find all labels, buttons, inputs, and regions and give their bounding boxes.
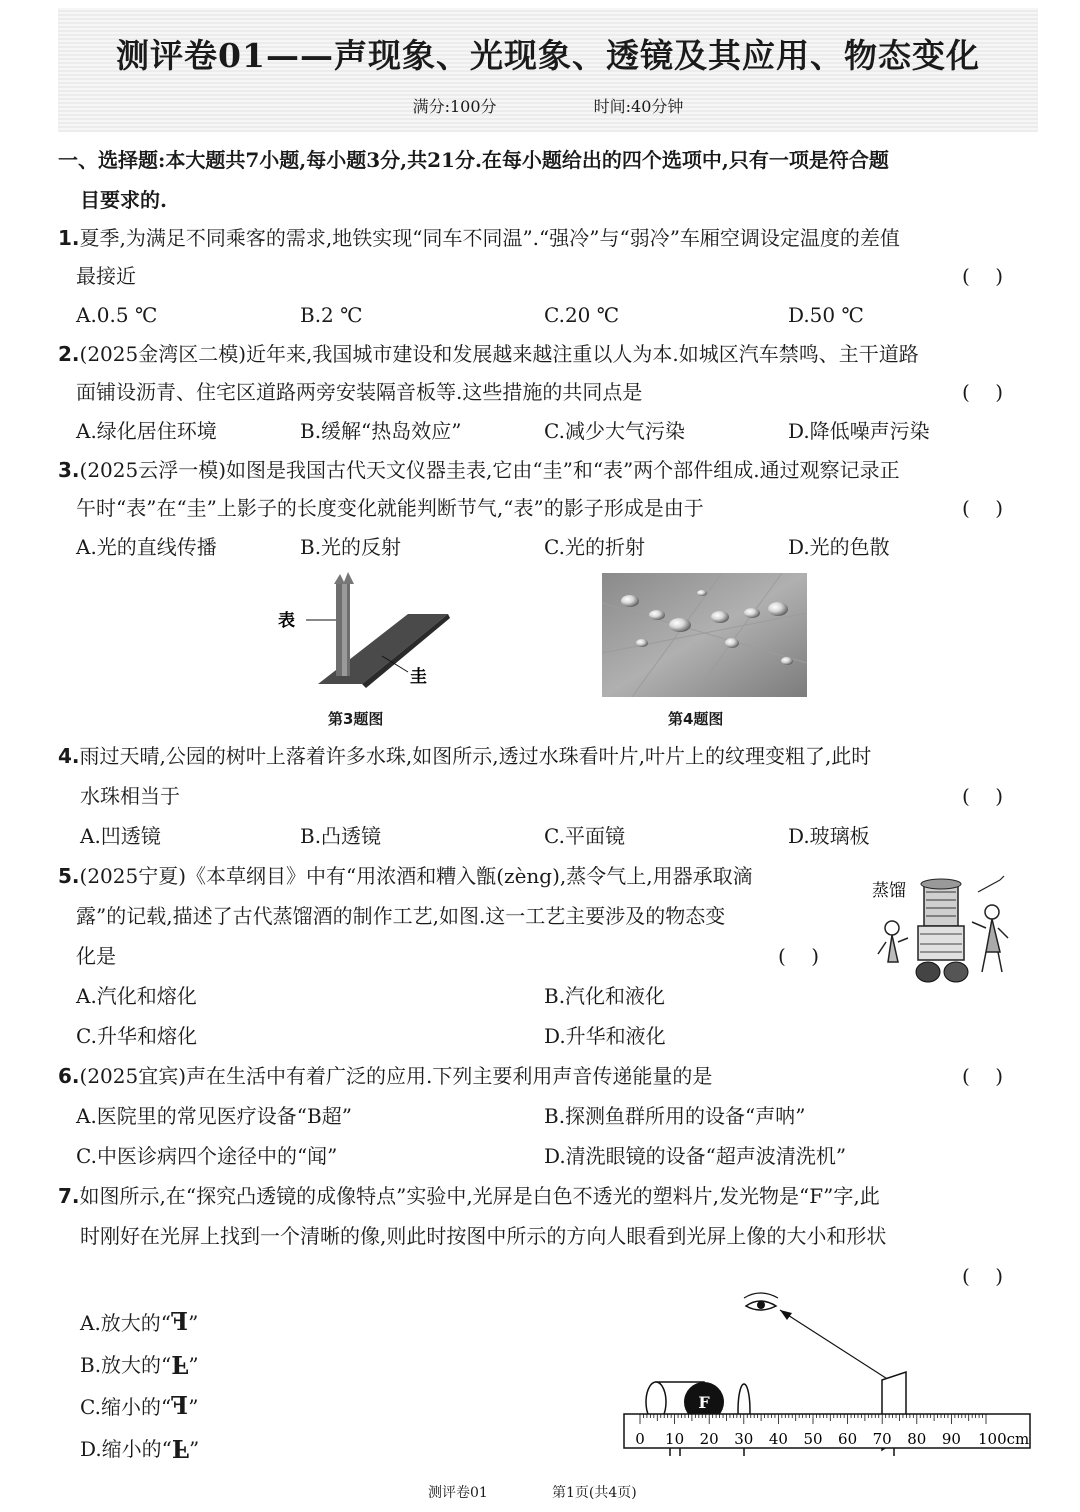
q5-option-d[interactable]: D.升华和液化 xyxy=(544,1024,666,1048)
exam-meta xyxy=(58,94,1038,117)
q1-option-c[interactable]: C.20 ℃ xyxy=(544,303,620,327)
ruler-tick-label: 100cm xyxy=(978,1430,1030,1448)
q7-option-a[interactable]: A.放大的“F” xyxy=(80,1307,199,1336)
answer-bracket-3[interactable]: ( ) xyxy=(962,496,1004,520)
figure-3-gnomon xyxy=(270,572,470,702)
answer-bracket-4[interactable]: ( ) xyxy=(962,784,1004,808)
question-2-line1: 2.(2025金湾区二模)近年来,我国城市建设和发展越来越注重以人为本.如城区汽车禁鸣、主干道路 xyxy=(58,342,919,366)
ruler-tick-label: 10 xyxy=(665,1430,685,1448)
f-glyph-flipped: F xyxy=(171,1350,189,1379)
answer-bracket-1[interactable]: ( ) xyxy=(962,264,1004,288)
label-distillation: 蒸馏 xyxy=(872,881,906,901)
question-3-line1: 3.(2025云浮一模)如图是我国古代天文仪器圭表,它由“圭”和“表”两个部件组成.通过观察记录正 xyxy=(58,458,900,482)
label-biao: 表 xyxy=(278,611,295,631)
question-7-number: 7. xyxy=(58,1184,80,1208)
figure-7-optical-bench xyxy=(620,1288,1036,1456)
q2-option-a[interactable]: A.绿化居住环境 xyxy=(76,419,217,443)
q1-option-d[interactable]: D.50 ℃ xyxy=(788,303,864,327)
question-5-line3: 化是 xyxy=(76,944,116,968)
figure-3-caption: 第3题图 xyxy=(328,710,384,728)
figure-4-water-droplets xyxy=(602,573,807,697)
q4-option-c[interactable]: C.平面镜 xyxy=(544,824,625,848)
ruler-tick-label: 70 xyxy=(872,1430,892,1448)
question-4-line2: 水珠相当于 xyxy=(80,784,180,808)
question-6-line1: 6.(2025宜宾)声在生活中有着广泛的应用.下列主要利用声音传递能量的是 xyxy=(58,1064,713,1088)
q2-option-c[interactable]: C.减少大气污染 xyxy=(544,419,685,443)
ruler-tick-label: 30 xyxy=(734,1430,754,1448)
f-glyph-flipped: F xyxy=(171,1434,189,1463)
question-4-number: 4. xyxy=(58,744,80,768)
question-5-line2: 露”的记载,描述了古代蒸馏酒的制作工艺,如图.这一工艺主要涉及的物态变 xyxy=(76,904,726,928)
q6-option-c[interactable]: C.中医诊病四个途径中的“闻” xyxy=(76,1144,338,1168)
question-6-number: 6. xyxy=(58,1064,80,1088)
question-4-line1: 4.雨过天晴,公园的树叶上落着许多水珠,如图所示,透过水珠看叶片,叶片上的纹理变粗了,此时 xyxy=(58,744,872,768)
answer-bracket-2[interactable]: ( ) xyxy=(962,380,1004,404)
ruler-tick-label: 40 xyxy=(768,1430,788,1448)
answer-bracket-6[interactable]: ( ) xyxy=(962,1064,1004,1088)
question-5-number: 5. xyxy=(58,864,80,888)
q4-option-a[interactable]: A.凹透镜 xyxy=(80,824,161,848)
q4-option-d[interactable]: D.玻璃板 xyxy=(788,824,870,848)
q2-option-d[interactable]: D.降低噪声污染 xyxy=(788,419,930,443)
arrow-icon xyxy=(780,1310,792,1320)
question-7-line1: 7.如图所示,在“探究凸透镜的成像特点”实验中,光屏是白色不透光的塑料片,发光物是“F”字,此 xyxy=(58,1184,880,1208)
q5-option-b[interactable]: B.汽化和液化 xyxy=(544,984,666,1008)
q1-option-a[interactable]: A.0.5 ℃ xyxy=(76,303,158,327)
page-number: 第1页(共4页) xyxy=(552,1485,637,1501)
q6-option-d[interactable]: D.清洗眼镜的设备“超声波清洗机” xyxy=(544,1144,847,1168)
question-3-line2: 午时“表”在“圭”上影子的长度变化就能判断节气,“表”的影子形成是由于 xyxy=(76,496,704,520)
full-score: 满分:100分 xyxy=(412,97,497,116)
question-2-line2: 面铺设沥青、住宅区道路两旁安装隔音板等.这些措施的共同点是 xyxy=(76,380,643,404)
q2-option-b[interactable]: B.缓解“热岛效应” xyxy=(300,419,462,443)
figure-4-caption: 第4题图 xyxy=(668,710,724,728)
q6-option-b[interactable]: B.探测鱼群所用的设备“声呐” xyxy=(544,1104,806,1128)
question-7-line2: 时刚好在光屏上找到一个清晰的像,则此时按图中所示的方向人眼看到光屏上像的大小和形状 xyxy=(80,1224,887,1248)
q3-option-d[interactable]: D.光的色散 xyxy=(788,535,890,559)
time-limit: 时间:40分钟 xyxy=(593,97,684,116)
footer-label: 测评卷01 xyxy=(428,1485,488,1501)
q5-option-c[interactable]: C.升华和熔化 xyxy=(76,1024,197,1048)
q1-option-b[interactable]: B.2 ℃ xyxy=(300,303,363,327)
ruler-tick-label: 60 xyxy=(838,1430,858,1448)
q7-option-c[interactable]: C.缩小的“F” xyxy=(80,1391,199,1420)
answer-bracket-5[interactable]: ( ) xyxy=(778,944,820,968)
question-5-line1: 5.(2025宁夏)《本草纲目》中有“用浓酒和糟入甑(zèng),蒸令气上,用器承取滴 xyxy=(58,864,753,888)
figure-5-distillation xyxy=(868,872,1018,992)
question-1-line2: 最接近 xyxy=(76,264,136,288)
page-title: 测评卷01——声现象、光现象、透镜及其应用、物态变化 xyxy=(116,36,980,75)
ruler-tick-label: 50 xyxy=(803,1430,823,1448)
q4-option-b[interactable]: B.凸透镜 xyxy=(300,824,382,848)
section-heading-line1: 一、选择题:本大题共7小题,每小题3分,共21分.在每小题给出的四个选项中,只有一项是符合题 xyxy=(58,148,889,172)
section-heading-line2: 目要求的. xyxy=(80,188,167,212)
q3-option-a[interactable]: A.光的直线传播 xyxy=(76,535,217,559)
question-1-line1: 1.夏季,为满足不同乘客的需求,地铁实现“同车不同温”.“强冷”与“弱冷”车厢空调设定温度的差值 xyxy=(58,226,900,250)
q6-option-a[interactable]: A.医院里的常见医疗设备“B超” xyxy=(76,1104,352,1128)
q5-option-a[interactable]: A.汽化和熔化 xyxy=(76,984,197,1008)
f-glyph-mirrored: F xyxy=(171,1391,189,1420)
ruler-tick-label: 90 xyxy=(941,1430,961,1448)
q7-option-d[interactable]: D.缩小的“F” xyxy=(80,1434,200,1463)
f-glyph-mirrored: F xyxy=(171,1307,189,1336)
q7-option-b[interactable]: B.放大的“F” xyxy=(80,1350,199,1379)
answer-bracket-7[interactable]: ( ) xyxy=(962,1264,1004,1288)
f-glyph-source: F xyxy=(698,1393,710,1412)
header-banner xyxy=(58,8,1038,132)
q3-option-c[interactable]: C.光的折射 xyxy=(544,535,645,559)
q3-option-b[interactable]: B.光的反射 xyxy=(300,535,402,559)
question-3-number: 3. xyxy=(58,458,80,482)
ruler-tick-label: 20 xyxy=(699,1430,719,1448)
ruler-tick-label: 0 xyxy=(635,1430,645,1448)
question-1-number: 1. xyxy=(58,226,80,250)
question-2-number: 2. xyxy=(58,342,80,366)
ruler-tick-label: 80 xyxy=(907,1430,927,1448)
sight-line xyxy=(780,1310,892,1382)
label-gui: 圭 xyxy=(410,667,427,687)
